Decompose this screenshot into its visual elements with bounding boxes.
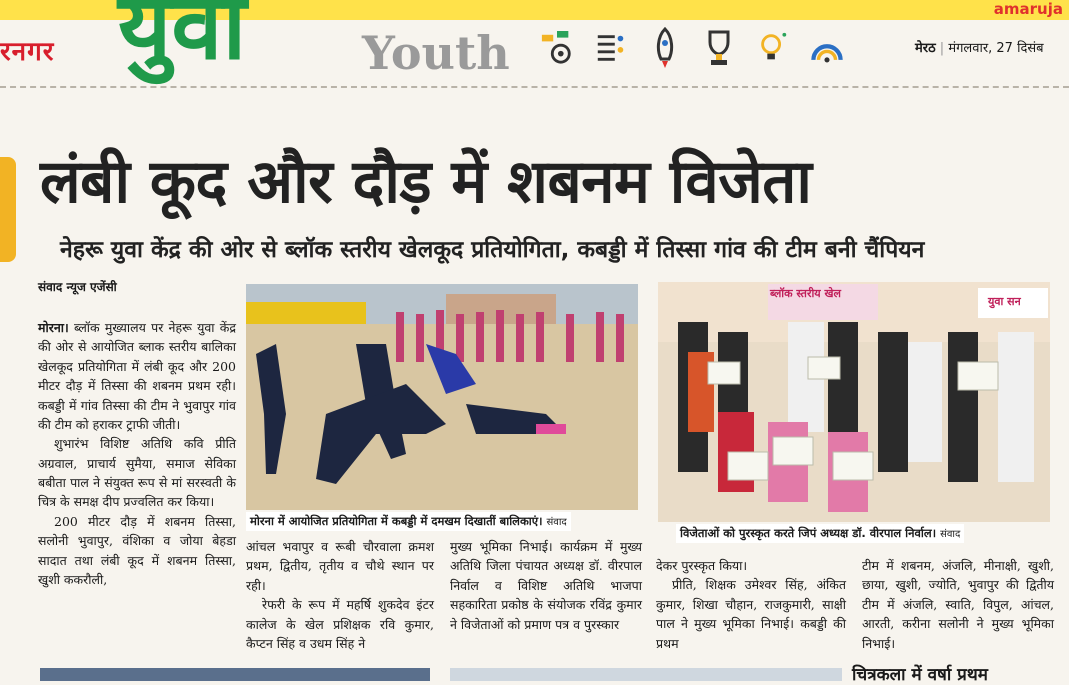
col5-para-1: टीम में शबनम, अंजलि, मीनाक्षी, खुशी, छाया, खुशी, ज्योति, भुवापुर की द्वितीय टीम में अंजलि, स्वाति, विपुल, आंचल, आरती, करीना सलोनी ने मुख्य भूमिका निभाई।	[862, 558, 1054, 651]
photo-caption-1-text: मोरना में आयोजित प्रतियोगिता में कबड्डी में दमखम दिखातीं बालिकाएं।	[250, 514, 543, 528]
masthead-divider	[0, 86, 1069, 88]
col1-para-3: 200 मीटर दौड़ में शबनम तिस्सा, सलोनी भुवापुर, वंशिका व जोया बेहडा सादात तथा लंबी कूद में शबनम तिस्सा, खुशी ककरौली,	[38, 513, 236, 587]
section-title-hindi: युवा	[118, 0, 247, 80]
article-column-4	[656, 556, 846, 653]
bottom-photo-strip-1	[40, 668, 430, 681]
dateline: मेरठ | मंगलवार, 27 दिसंब	[915, 41, 1044, 56]
col1-para-2: शुभारंभ विशिष्ट अतिथि कवि प्रीति अग्रवाल, प्राचार्य सुमैया, समाज सेविका बबीता पाल ने संयुक्त रूप से मां सरस्वती के चित्र के समक्ष दीप प्रज्वलित कर किया।	[38, 436, 236, 510]
date-label: मंगलवार, 27 दिसंब	[948, 41, 1044, 56]
bottom-photo-strip-2	[450, 668, 842, 681]
checklist-icon	[594, 26, 628, 70]
photo-caption-2-text: विजेताओं को पुरस्कृत करते जिपं अध्यक्ष डॉ. वीरपाल निर्वाल।	[680, 526, 937, 540]
dateline-place: मोरना।	[38, 320, 69, 335]
col4-para-2: प्रीति, शिक्षक उमेश्वर सिंह, अंकित कुमार, शिखा चौहान, राजकुमारी, साक्षी पाल ने मुख्य भूमिका निभाई। कबड्डी की प्रथम	[656, 577, 846, 651]
masthead-icons	[540, 26, 844, 70]
section-title-english: Youth	[362, 26, 510, 80]
banner-text-right: युवा सन	[988, 295, 1021, 308]
trophy-icon	[702, 26, 736, 70]
col4-para-1: देकर पुरस्कृत किया।	[656, 558, 748, 573]
photo-caption-2-credit: संवाद	[940, 529, 961, 540]
rocket-icon	[648, 26, 682, 70]
col2-para-1: आंचल भवापुर व रूबी चौरवाला क्रमश प्रथम, द्वितीय, तृतीय व चौथे स्थान पर रही।	[246, 539, 434, 593]
lightbulb-icon	[756, 26, 790, 70]
banner-text: ब्लॉक स्तरीय खेल	[770, 287, 841, 300]
article-column-3	[450, 537, 642, 634]
article-headline: लंबी कूद और दौड़ में शबनम विजेता	[40, 147, 812, 217]
side-tab	[0, 157, 16, 262]
photo-caption-1	[246, 512, 571, 531]
kabaddi-photo	[246, 284, 638, 510]
city-name: रनगर	[0, 37, 55, 67]
col3-para-1: मुख्य भूमिका निभाई। कार्यक्रम में मुख्य अतिथि जिला पंचायत अध्यक्ष डॉ. वीरपाल निर्वाल व विशिष्ट अतिथि भाजपा सहकारिता प्रकोष्ठ के संयोजक रविंद्र कुमार ने विजेताओं को प्रमाण पत्र व पुरस्कार	[450, 539, 642, 632]
gauge-icon	[810, 26, 844, 70]
brand-logo[interactable]: amaruja	[993, 0, 1063, 18]
article-column-1	[38, 318, 236, 589]
location-label: मेरठ	[915, 41, 936, 56]
agency-byline: संवाद न्यूज एजेंसी	[38, 280, 117, 294]
article-column-5	[862, 556, 1054, 653]
article-subheadline: नेहरू युवा केंद्र की ओर से ब्लॉक स्तरीय खेलकूद प्रतियोगिता, कबड्डी में तिस्सा गांव की टीम बनी चैंपियन	[60, 237, 925, 263]
col1-para-1: ब्लॉक मुख्यालय पर नेहरू युवा केंद्र की ओर से आयोजित ब्लाक स्तरीय बालिका खेलकूद प्रतियोगिता में लंबी कूद और 200 मीटर दौड़ में तिस्सा की शबनम प्रथम रही। कबड्डी में गांव तिस्सा की टीम ने भुवापुर गांव की टीम को हराकर ट्राफी जीती।	[38, 320, 236, 432]
winners-photo	[658, 282, 1050, 522]
article-column-2	[246, 537, 434, 653]
photo-caption-1-credit: संवाद	[546, 517, 567, 528]
photo-caption-2	[676, 524, 964, 543]
next-story-headline[interactable]: चित्रकला में वर्षा प्रथम	[852, 665, 988, 685]
col2-para-2: रेफरी के रूप में महर्षि शुकदेव इंटर कालेज के खेल प्रशिक्षक रवि कुमार, कैप्टन सिंह व उधम सिंह ने	[246, 597, 434, 651]
chat-gear-icon	[540, 26, 574, 70]
